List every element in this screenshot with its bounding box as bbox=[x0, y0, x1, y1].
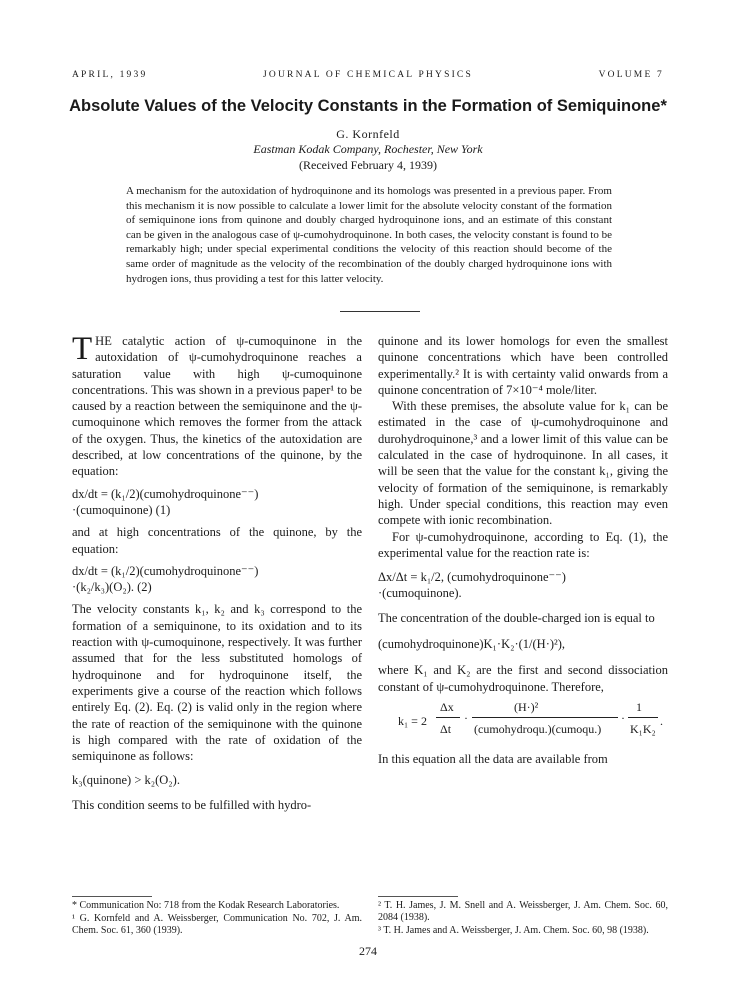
affiliation: Eastman Kodak Company, Rochester, New York bbox=[253, 142, 483, 156]
equation-1-line-1: dx/dt = (k₁/2)(cumohydroquinone⁻⁻) bbox=[72, 486, 259, 501]
fraction-numerator: (H·)² bbox=[514, 699, 539, 714]
equation-rate-line-2: ·(cumoquinone). bbox=[378, 586, 462, 601]
footnote: ² T. H. James, J. M. Snell and A. Weissberger, J. Am. Chem. Soc. 60, 2084 (1938). bbox=[378, 900, 668, 924]
fraction-denominator: (cumohydroqu.)(cumoqu.) bbox=[474, 721, 602, 736]
equation-2-line-2: ·(k₂/k₃)(O₂). (2) bbox=[72, 580, 152, 595]
inequality: k₃(quinone) > k₂(O₂). bbox=[72, 773, 180, 788]
equation-rate-line-1: Δx/Δt = k₁/2, (cumohydroquinone⁻⁻) bbox=[378, 570, 566, 585]
footnote-rule bbox=[72, 896, 152, 897]
abstract: A mechanism for the autoxidation of hydroquinone and its homologs was presented in a previous paper. From this mechanism it is now possible to calculate a lower limit for the absolute velocity constant of the formation of semiquinone ions from quinone and doubly charged hydroquinone ions, and an estimate of this constant can be given in the analogous case of ψ-cumohydroquinone. In both cases, the velocity constant is found to be remarkably high; under special experimental conditions the velocity of this reaction should become of the same order of magnitude as the velocity of the recombination of the doubly charged hydroquinone ions with hydrogen ions, thus providing a test for this latter velocity. bbox=[126, 185, 612, 285]
paragraph: This condition seems to be fulfilled with hydro- bbox=[72, 797, 312, 812]
intro-paragraph bbox=[72, 333, 362, 480]
fraction-bar bbox=[436, 717, 460, 718]
footnote: * Communication No: 718 from the Kodak Research Laboratories. bbox=[72, 900, 340, 911]
paragraph: The velocity constants k₁, k₂ and k₃ correspond to the formation of a semiquinone, to its oxidation and to its reaction with ψ-cumoquinone, respectively. It was further assumed that for the less substituted homologs of hydroquinone and for hydroquinone itself, the experiments give a course of the reaction which follows entirely Eq. (2). Eq. (2) is valid only in the region where the rate of reaction of the semiquinone with the quinone is high compared with the rate of oxidation of the semiquinone as follows: bbox=[72, 602, 362, 764]
fraction-bar bbox=[472, 717, 618, 718]
fraction-bar bbox=[628, 717, 658, 718]
multiply-dot: · bbox=[621, 710, 625, 725]
page-number: 274 bbox=[359, 944, 377, 958]
fraction-denominator: K₁K₂ bbox=[630, 721, 656, 736]
footnotes-right bbox=[378, 900, 668, 939]
footnotes-left bbox=[72, 900, 362, 939]
paragraph-text: HE catalytic action of ψ-cumoquinone in the autoxidation of ψ-cumohydroquinone reaches a saturation value with high ψ-cumoquinone concentrations. This was shown in a previous paper¹ to be caused by a reaction between the semiquinone and the ψ-cumoquinone which removes the former from the attack of the oxygen. Thus, the kinetics of the autoxidation are described, at low concentrations of the quinone, by the equation: bbox=[72, 334, 362, 479]
received-date: (Received February 4, 1939) bbox=[299, 158, 437, 172]
footnote: ³ T. H. James and A. Weissberger, J. Am. Chem. Soc. 60, 98 (1938). bbox=[378, 925, 649, 937]
footnote: ¹ G. Kornfeld and A. Weissberger, Communication No. 702, J. Am. Chem. Soc. 61, 360 (1939). bbox=[72, 913, 362, 937]
section-divider bbox=[340, 311, 420, 312]
multiply-dot: · bbox=[464, 710, 468, 725]
header-date: APRIL, 1939 bbox=[72, 70, 148, 80]
drop-cap: T bbox=[72, 331, 93, 367]
paper-title: Absolute Values of the Velocity Constants in the Formation of Semiquinone* bbox=[69, 97, 667, 115]
left-column bbox=[72, 333, 362, 813]
paragraph: The concentration of the double-charged ion is equal to bbox=[378, 610, 655, 625]
paragraph: For ψ-cumohydroquinone, according to Eq. (1), the experimental value for the reaction rate is: bbox=[378, 529, 668, 560]
equation-1-line-2: ·(cumoquinone) (1) bbox=[72, 502, 171, 517]
header-volume: VOLUME 7 bbox=[598, 70, 664, 80]
author: G. Kornfeld bbox=[336, 127, 400, 141]
paragraph: In this equation all the data are available from bbox=[378, 751, 608, 766]
paragraph: With these premises, the absolute value for k₁ can be estimated in the case of ψ-cumohydroquinone and durohydroquinone,³ and a lower limit of this value can be calculated in the case of hydroquinone. In all cases, it will be seen that the value for the constant k₁, giving the velocity of formation of the semiquinone, is remarkably high. Under special conditions, this reaction may even compete with ionic recombination. bbox=[378, 399, 668, 528]
fraction-numerator: 1 bbox=[636, 699, 642, 714]
k1-lhs: k₁ = 2 bbox=[398, 713, 427, 728]
period: . bbox=[660, 713, 663, 728]
paragraph: where K₁ and K₂ are the first and second dissociation constant of ψ-cumohydroquinone. Therefore, bbox=[378, 663, 668, 694]
right-column bbox=[378, 333, 668, 767]
fraction-denominator: Δt bbox=[440, 721, 452, 736]
paragraph: quinone and its lower homologs for even the smallest quinone concentrations which have been controlled experimentally.² It is with certainty valid onwards from a quinone concentration of 7×10⁻⁴ mole/liter. bbox=[378, 334, 668, 397]
k1-equation bbox=[378, 699, 668, 743]
equation-2-line-1: dx/dt = (k₁/2)(cumohydroquinone⁻⁻) bbox=[72, 563, 259, 578]
equation-concentration: (cumohydroquinone)K₁·K₂·(1/(H·)²), bbox=[378, 637, 566, 652]
fraction-numerator: Δx bbox=[440, 699, 454, 714]
running-header bbox=[72, 70, 664, 84]
paragraph: and at high concentrations of the quinone, by the equation: bbox=[72, 525, 362, 556]
footnote-rule bbox=[378, 896, 458, 897]
header-journal: JOURNAL OF CHEMICAL PHYSICS bbox=[263, 70, 473, 80]
